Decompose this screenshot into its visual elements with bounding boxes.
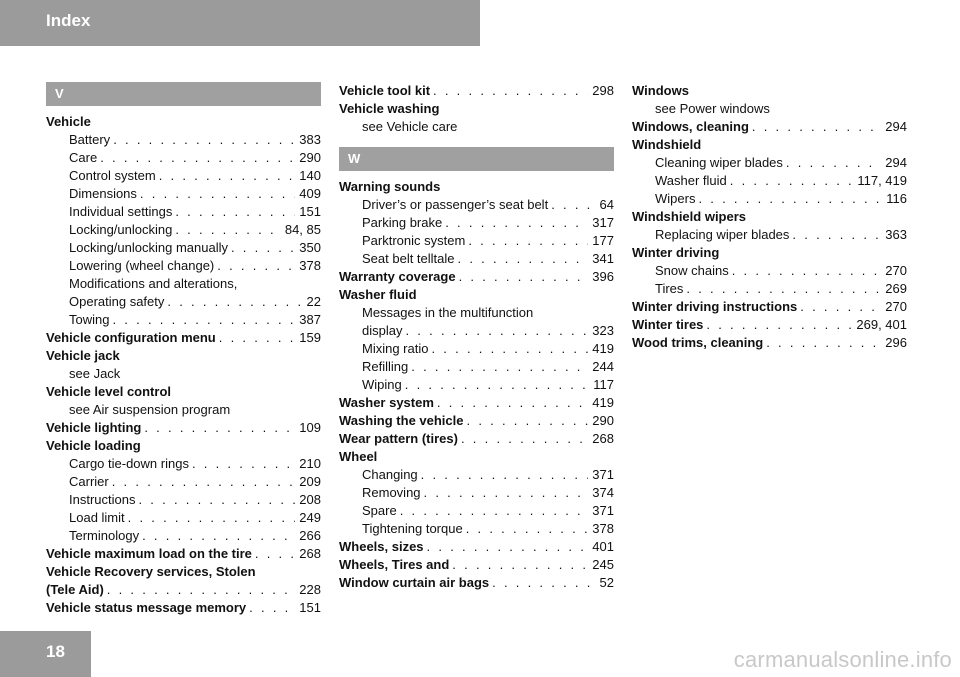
index-entry[interactable]: Vehicle lighting . . . 109 xyxy=(46,419,321,437)
index-entry[interactable]: Snow chains . . . 270 xyxy=(632,262,907,280)
index-entry[interactable]: Winter tires . . . 269, 401 xyxy=(632,316,907,334)
index-entry[interactable]: Tightening torque . . . 378 xyxy=(339,520,614,538)
index-entry[interactable]: Washer fluid . . . 117, 419 xyxy=(632,172,907,190)
index-entry[interactable]: Lowering (wheel change) . . . 378 xyxy=(46,257,321,275)
index-entry[interactable]: Wear pattern (tires) . . . 268 xyxy=(339,430,614,448)
index-entry[interactable]: Seat belt telltale . . . 341 xyxy=(339,250,614,268)
index-entry[interactable]: Vehicle configuration menu . . . 159 xyxy=(46,329,321,347)
index-heading: Warning sounds xyxy=(339,179,441,194)
index-entry[interactable]: Driver’s or passenger’s seat belt . . . 64 xyxy=(339,196,614,214)
index-heading: Vehicle xyxy=(46,114,91,129)
index-see-ref[interactable]: see Air suspension program xyxy=(69,402,231,417)
index-entry[interactable]: Cleaning wiper blades . . . 294 xyxy=(632,154,907,172)
index-entry[interactable]: Carrier . . . 209 xyxy=(46,473,321,491)
index-entry[interactable]: Windows, cleaning . . . 294 xyxy=(632,118,907,136)
index-entry[interactable]: Wheels, Tires and . . . 245 xyxy=(339,556,614,574)
index-heading: Windshield xyxy=(632,137,702,152)
index-entry[interactable]: Vehicle tool kit . . . 298 xyxy=(339,82,614,100)
index-entry[interactable]: Parktronic system . . . 177 xyxy=(339,232,614,250)
index-entry[interactable]: Locking/unlocking manually . . . 350 xyxy=(46,239,321,257)
index-entry[interactable]: Vehicle maximum load on the tire . . . 268 xyxy=(46,545,321,563)
index-column-3 xyxy=(632,82,907,352)
page-number: 18 xyxy=(46,642,65,661)
index-see-ref[interactable]: see Power windows xyxy=(655,101,770,116)
index-heading: Windshield wipers xyxy=(632,209,747,224)
index-entry[interactable]: Replacing wiper blades . . . 363 xyxy=(632,226,907,244)
index-entry[interactable]: Care . . . 290 xyxy=(46,149,321,167)
index-heading: Washer fluid xyxy=(339,287,417,302)
index-heading: Vehicle Recovery services, Stolen xyxy=(46,564,256,579)
index-see-ref[interactable]: see Jack xyxy=(69,366,121,381)
index-entry[interactable]: Removing . . . 374 xyxy=(339,484,614,502)
index-entry[interactable]: Locking/unlocking . . . 84, 85 xyxy=(46,221,321,239)
index-entry[interactable]: Winter driving instructions . . . 270 xyxy=(632,298,907,316)
page-title: Index xyxy=(46,11,91,30)
index-entry[interactable]: Refilling . . . 244 xyxy=(339,358,614,376)
index-heading: Vehicle loading xyxy=(46,438,141,453)
index-entry[interactable]: Terminology . . . 266 xyxy=(46,527,321,545)
index-column-1 xyxy=(46,82,321,617)
index-heading: Vehicle jack xyxy=(46,348,120,363)
section-header-w: W xyxy=(339,147,614,171)
index-entry[interactable]: Wheels, sizes . . . 401 xyxy=(339,538,614,556)
index-column-2 xyxy=(339,82,614,592)
header-bar xyxy=(0,0,480,46)
index-heading: Winter driving xyxy=(632,245,720,260)
index-entry[interactable]: Vehicle status message memory . . . 151 xyxy=(46,599,321,617)
index-entry[interactable]: Towing . . . 387 xyxy=(46,311,321,329)
index-entry[interactable]: Window curtain air bags . . . 52 xyxy=(339,574,614,592)
index-entry[interactable]: Wood trims, cleaning . . . 296 xyxy=(632,334,907,352)
index-entry[interactable]: Warranty coverage . . . 396 xyxy=(339,268,614,286)
index-entry[interactable]: Load limit . . . 249 xyxy=(46,509,321,527)
index-entry[interactable]: Operating safety . . . 22 xyxy=(46,293,321,311)
index-subheading: Messages in the multifunction xyxy=(362,305,534,320)
index-heading: Wheel xyxy=(339,449,378,464)
index-entry[interactable]: Instructions . . . 208 xyxy=(46,491,321,509)
index-entry[interactable]: Washer system . . . 419 xyxy=(339,394,614,412)
section-header-v: V xyxy=(46,82,321,106)
index-heading: Vehicle level control xyxy=(46,384,171,399)
index-entry[interactable]: display . . . 323 xyxy=(339,322,614,340)
index-entry[interactable]: Washing the vehicle . . . 290 xyxy=(339,412,614,430)
index-heading: Windows xyxy=(632,83,689,98)
index-heading: Vehicle washing xyxy=(339,101,440,116)
index-entry[interactable]: Individual settings . . . 151 xyxy=(46,203,321,221)
index-entry[interactable]: Tires . . . 269 xyxy=(632,280,907,298)
index-entry[interactable]: Dimensions . . . 409 xyxy=(46,185,321,203)
index-entry[interactable]: Wipers . . . 116 xyxy=(632,190,907,208)
page-number-box xyxy=(0,631,91,677)
watermark: carmanualsonline.info xyxy=(733,647,952,672)
index-entry[interactable]: Changing . . . 371 xyxy=(339,466,614,484)
index-entry[interactable]: Battery . . . 383 xyxy=(46,131,321,149)
index-subheading: Modifications and alterations, xyxy=(69,276,238,291)
index-entry[interactable]: Parking brake . . . 317 xyxy=(339,214,614,232)
index-entry[interactable]: Spare . . . 371 xyxy=(339,502,614,520)
index-entry[interactable]: Mixing ratio . . . 419 xyxy=(339,340,614,358)
index-entry[interactable]: (Tele Aid) . . . 228 xyxy=(46,581,321,599)
index-entry[interactable]: Wiping . . . 117 xyxy=(339,376,614,394)
index-entry[interactable]: Control system . . . 140 xyxy=(46,167,321,185)
index-see-ref[interactable]: see Vehicle care xyxy=(362,119,458,134)
index-entry[interactable]: Cargo tie-down rings . . . 210 xyxy=(46,455,321,473)
